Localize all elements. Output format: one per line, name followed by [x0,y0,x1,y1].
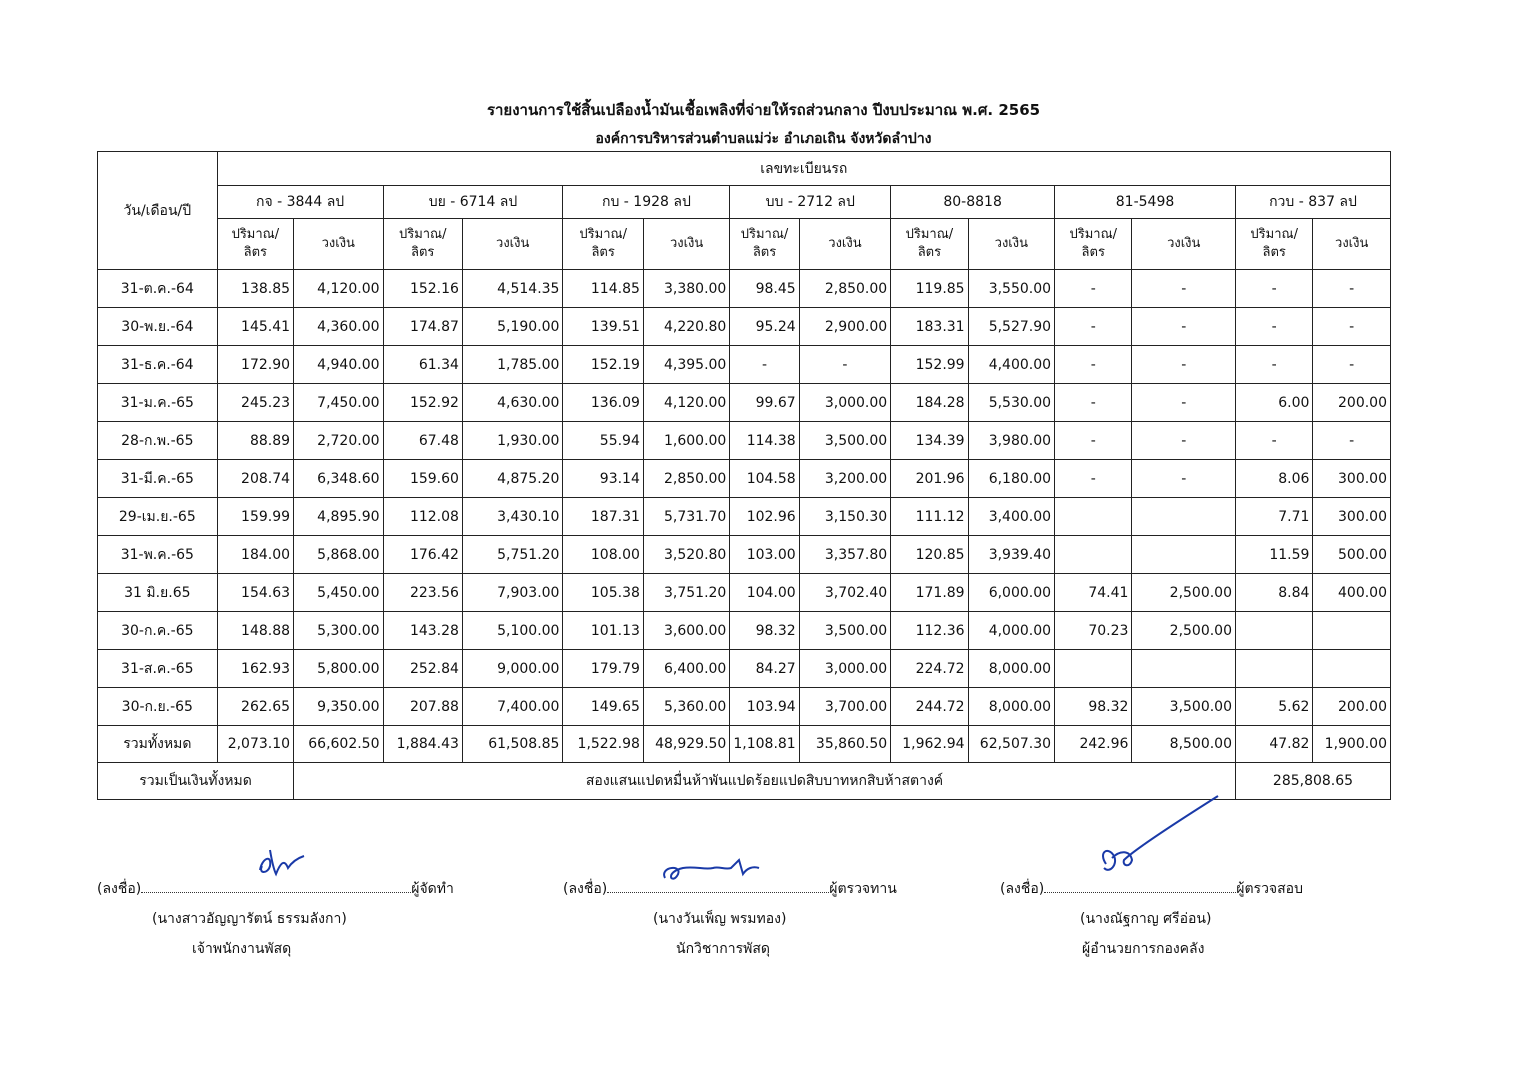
total-amount-cell: 8,500.00 [1132,726,1236,763]
quantity-cell: 6.00 [1236,384,1313,422]
quantity-cell: 152.92 [383,384,462,422]
amount-cell: 3,500.00 [799,612,890,650]
amount-cell: 6,180.00 [968,460,1054,498]
table-row [98,574,1391,612]
table-row [98,688,1391,726]
quantity-cell: 252.84 [383,650,462,688]
total-quantity-cell: 1,522.98 [563,726,643,763]
amount-cell [1132,536,1236,574]
quantity-cell: 223.56 [383,574,462,612]
amount-column-header: วงเงิน [1313,219,1391,270]
quantity-cell: 74.41 [1055,574,1132,612]
amount-cell: 200.00 [1313,384,1391,422]
amount-cell: 3,200.00 [799,460,890,498]
date-column-header: วัน/เดือน/ปี [98,152,218,270]
plate-group-header: เลขทะเบียนรถ [217,152,1390,186]
amount-cell: 3,700.00 [799,688,890,726]
quantity-cell: 98.32 [1055,688,1132,726]
quantity-cell: 84.27 [730,650,799,688]
unit-label: ลิตร [1262,245,1286,260]
amount-cell: 5,300.00 [294,612,383,650]
quantity-column-header [1055,219,1132,270]
row-date: 31 มิ.ย.65 [98,574,218,612]
quantity-cell: 88.89 [217,422,293,460]
quantity-cell: 134.39 [891,422,968,460]
amount-cell: 4,514.35 [462,270,563,308]
amount-cell: 4,120.00 [294,270,383,308]
quantity-column-header [891,219,968,270]
signer-position: เจ้าพนักงานพัสดุ [192,941,292,957]
quantity-column-header [730,219,799,270]
table-row [98,536,1391,574]
quantity-cell: 55.94 [563,422,643,460]
unit-label: ลิตร [411,245,435,260]
amount-cell: 6,348.60 [294,460,383,498]
quantity-cell: 139.51 [563,308,643,346]
quantity-cell: 171.89 [891,574,968,612]
row-date: 31-ต.ค.-64 [98,270,218,308]
amount-cell: 3,430.10 [462,498,563,536]
amount-cell: 3,980.00 [968,422,1054,460]
table-row [98,460,1391,498]
quantity-cell: 112.08 [383,498,462,536]
table-header [98,152,1391,270]
amount-cell: 3,751.20 [643,574,729,612]
amount-cell: 5,100.00 [462,612,563,650]
quantity-cell: 112.36 [891,612,968,650]
row-date: 30-ก.ย.-65 [98,688,218,726]
signature-mark-auditor [1090,790,1230,890]
amount-cell: - [1132,270,1236,308]
quantity-cell: - [1055,384,1132,422]
amount-cell: - [1313,308,1391,346]
amount-cell: 9,000.00 [462,650,563,688]
total-quantity-cell: 1,962.94 [891,726,968,763]
amount-cell [1313,612,1391,650]
table-body [98,270,1391,726]
unit-label: ลิตร [917,245,942,260]
amount-column-header: วงเงิน [462,219,563,270]
row-date: 30-พ.ย.-64 [98,308,218,346]
amount-cell: 300.00 [1313,460,1391,498]
quantity-cell: - [1055,346,1132,384]
signer-position: ผู้อำนวยการกองคลัง [1082,941,1205,957]
total-amount-cell: 1,900.00 [1313,726,1391,763]
vehicle-header: 81-5498 [1055,186,1236,219]
quantity-cell: - [1236,422,1313,460]
amount-cell: 8,000.00 [968,650,1054,688]
amount-cell: 2,720.00 [294,422,383,460]
amount-cell: 2,500.00 [1132,574,1236,612]
total-amount-cell: 35,860.50 [799,726,890,763]
vehicle-header: กจ - 3844 ลป [217,186,383,219]
amount-cell: - [799,346,890,384]
quantity-cell: - [1055,308,1132,346]
quantity-column-header [383,219,462,270]
amount-column-header: วงเงิน [799,219,890,270]
quantity-cell: 174.87 [383,308,462,346]
quantity-cell: 183.31 [891,308,968,346]
unit-label: ลิตร [243,245,268,260]
fuel-report-table [97,151,1391,800]
quantity-cell: 5.62 [1236,688,1313,726]
quantity-cell [1236,650,1313,688]
row-date: 31-ธ.ค.-64 [98,346,218,384]
quantity-cell: 176.42 [383,536,462,574]
quantity-cell: 104.58 [730,460,799,498]
amount-cell: 1,600.00 [643,422,729,460]
amount-cell: 3,600.00 [643,612,729,650]
amount-cell: 3,702.40 [799,574,890,612]
amount-cell: 6,000.00 [968,574,1054,612]
amount-cell: 400.00 [1313,574,1391,612]
amount-cell: 4,360.00 [294,308,383,346]
unit-label: ลิตร [752,245,777,260]
amount-cell: 4,220.80 [643,308,729,346]
amount-cell [1132,650,1236,688]
amount-cell: - [1313,270,1391,308]
quantity-cell: - [1236,346,1313,384]
report-subtitle: องค์การบริหารส่วนตำบลแม่ว่ะ อำเภอเถิน จังหวัดลำปาง [595,131,932,147]
amount-cell: 3,550.00 [968,270,1054,308]
row-date: 31-ส.ค.-65 [98,650,218,688]
vehicle-header: กวบ - 837 ลป [1236,186,1391,219]
quantity-cell: 11.59 [1236,536,1313,574]
total-amount-cell: 48,929.50 [643,726,729,763]
quantity-cell: 159.60 [383,460,462,498]
table-row [98,498,1391,536]
quantity-cell: 201.96 [891,460,968,498]
quantity-cell: 105.38 [563,574,643,612]
row-date: 31-พ.ค.-65 [98,536,218,574]
quantity-cell: 145.41 [217,308,293,346]
total-amount-cell: 62,507.30 [968,726,1054,763]
quantity-cell: 149.65 [563,688,643,726]
table-row [98,308,1391,346]
table-row [98,270,1391,308]
amount-cell: 4,875.20 [462,460,563,498]
quantity-cell: 162.93 [217,650,293,688]
unit-label: ลิตร [1081,245,1105,260]
amount-column-header: วงเงิน [968,219,1054,270]
row-date: 31-ม.ค.-65 [98,384,218,422]
amount-cell: 7,400.00 [462,688,563,726]
quantity-cell: 8.84 [1236,574,1313,612]
amount-cell: 5,530.00 [968,384,1054,422]
table-row [98,422,1391,460]
quantity-label: ปริมาณ/ [905,227,954,242]
quantity-cell: 103.94 [730,688,799,726]
signature-prefix: (ลงชื่อ) [563,881,608,897]
quantity-cell: 104.00 [730,574,799,612]
quantity-cell: 102.96 [730,498,799,536]
quantity-cell: 108.00 [563,536,643,574]
table-row [98,612,1391,650]
row-date: 31-มี.ค.-65 [98,460,218,498]
total-amount-cell: 61,508.85 [462,726,563,763]
quantity-cell: 143.28 [383,612,462,650]
amount-cell [1313,650,1391,688]
quantity-cell: 245.23 [217,384,293,422]
quantity-cell: 136.09 [563,384,643,422]
amount-cell: 2,850.00 [799,270,890,308]
amount-cell: 5,527.90 [968,308,1054,346]
amount-cell: 300.00 [1313,498,1391,536]
signature-role: ผู้ตรวจทาน [829,881,897,897]
amount-cell: - [1132,460,1236,498]
signature-line [141,878,411,893]
amount-cell: 7,903.00 [462,574,563,612]
amount-cell: 5,751.20 [462,536,563,574]
quantity-cell: 67.48 [383,422,462,460]
quantity-cell: 184.28 [891,384,968,422]
amount-cell: 500.00 [1313,536,1391,574]
signature-prefix: (ลงชื่อ) [97,881,142,897]
signature-role: ผู้จัดทำ [411,881,454,897]
quantity-cell: - [730,346,799,384]
amount-column-header: วงเงิน [1132,219,1236,270]
amount-cell: 5,450.00 [294,574,383,612]
quantity-cell: 114.85 [563,270,643,308]
quantity-cell: - [1055,422,1132,460]
signature-line [1044,878,1236,893]
row-date: 30-ก.ค.-65 [98,612,218,650]
amount-cell: 5,868.00 [294,536,383,574]
quantity-cell: 244.72 [891,688,968,726]
amount-cell: 3,000.00 [799,650,890,688]
quantity-cell [1236,612,1313,650]
quantity-cell: 7.71 [1236,498,1313,536]
amount-cell: 4,940.00 [294,346,383,384]
total-quantity-cell: 47.82 [1236,726,1313,763]
quantity-cell: 207.88 [383,688,462,726]
quantity-cell: 95.24 [730,308,799,346]
signer-name: (นางสาวอัญญารัตน์ ธรรมลังกา) [152,911,347,927]
quantity-cell: 148.88 [217,612,293,650]
amount-cell: 1,785.00 [462,346,563,384]
quantity-cell: 187.31 [563,498,643,536]
total-quantity-cell: 242.96 [1055,726,1132,763]
quantity-cell: 262.65 [217,688,293,726]
amount-cell: 5,731.70 [643,498,729,536]
amount-column-header: วงเงิน [643,219,729,270]
row-date: 29-เม.ย.-65 [98,498,218,536]
vehicle-header: บบ - 2712 ลป [730,186,891,219]
quantity-cell: - [1055,270,1132,308]
quantity-cell: 154.63 [217,574,293,612]
signer-name: (นางวันเพ็ญ พรมทอง) [653,911,787,927]
signature-prefix: (ลงชื่อ) [1000,881,1045,897]
quantity-cell: 93.14 [563,460,643,498]
signature-block-auditor [1000,790,1340,970]
quantity-cell: 99.67 [730,384,799,422]
quantity-cell: 98.45 [730,270,799,308]
quantity-cell: 61.34 [383,346,462,384]
amount-cell: 3,400.00 [968,498,1054,536]
quantity-cell: 152.16 [383,270,462,308]
amount-cell: 4,000.00 [968,612,1054,650]
vehicle-header: 80-8818 [891,186,1055,219]
quantity-cell: 159.99 [217,498,293,536]
quantity-label: ปริมาณ/ [1250,227,1298,242]
quantity-cell: 70.23 [1055,612,1132,650]
quantity-column-header [563,219,643,270]
quantity-cell: - [1055,460,1132,498]
quantity-cell: 98.32 [730,612,799,650]
quantity-cell: 184.00 [217,536,293,574]
amount-cell: 7,450.00 [294,384,383,422]
total-quantity-cell: 2,073.10 [217,726,293,763]
amount-cell: - [1313,422,1391,460]
subheader-row [98,219,1391,270]
quantity-cell: - [1236,308,1313,346]
quantity-label: ปริมาณ/ [579,227,627,242]
quantity-cell: 152.99 [891,346,968,384]
amount-cell: 1,930.00 [462,422,563,460]
quantity-cell [1055,650,1132,688]
quantity-label: ปริมาณ/ [398,227,447,242]
vehicle-header-row [98,186,1391,219]
quantity-cell: 8.06 [1236,460,1313,498]
amount-cell: 3,150.30 [799,498,890,536]
amount-cell: - [1132,422,1236,460]
total-row [98,726,1391,763]
amount-cell: 4,120.00 [643,384,729,422]
quantity-column-header [1236,219,1313,270]
amount-cell: 4,395.00 [643,346,729,384]
table-row [98,384,1391,422]
quantity-cell: 114.38 [730,422,799,460]
grand-total-words: สองแสนแปดหมื่นห้าพันแปดร้อยแปดสิบบาทหกสิบห้าสตางค์ [294,763,1236,800]
amount-cell [1132,498,1236,536]
signature-block-preparer [97,840,477,970]
amount-cell: 8,000.00 [968,688,1054,726]
quantity-cell: 101.13 [563,612,643,650]
total-quantity-cell: 1,108.81 [730,726,799,763]
amount-cell: 5,360.00 [643,688,729,726]
quantity-cell: 172.90 [217,346,293,384]
amount-cell: 3,000.00 [799,384,890,422]
amount-cell: - [1132,384,1236,422]
signature-block-reviewer [563,840,943,970]
amount-cell: 200.00 [1313,688,1391,726]
quantity-cell [1055,536,1132,574]
signature-line [607,878,829,893]
grand-total-label: รวมเป็นเงินทั้งหมด [98,763,294,800]
quantity-cell: 208.74 [217,460,293,498]
total-amount-cell: 66,602.50 [294,726,383,763]
quantity-label: ปริมาณ/ [231,227,280,242]
unit-label: ลิตร [591,245,615,260]
quantity-cell: 111.12 [891,498,968,536]
grand-total-amount: 285,808.65 [1236,763,1391,800]
signer-name: (นางณัฐกาญ ศรีอ่อน) [1080,911,1212,927]
amount-cell: 3,357.80 [799,536,890,574]
quantity-label: ปริมาณ/ [740,227,789,242]
amount-cell: 4,630.00 [462,384,563,422]
amount-cell: 9,350.00 [294,688,383,726]
quantity-cell: - [1236,270,1313,308]
amount-cell: 2,500.00 [1132,612,1236,650]
amount-cell: 4,895.90 [294,498,383,536]
table-row [98,346,1391,384]
amount-cell: 3,380.00 [643,270,729,308]
amount-cell: - [1313,346,1391,384]
quantity-cell: 120.85 [891,536,968,574]
quantity-cell: 179.79 [563,650,643,688]
row-date: 28-ก.พ.-65 [98,422,218,460]
quantity-cell: 103.00 [730,536,799,574]
quantity-label: ปริมาณ/ [1069,227,1118,242]
quantity-column-header [217,219,293,270]
report-title: รายงานการใช้สิ้นเปลืองน้ำมันเชื้อเพลิงที่จ่ายให้รถส่วนกลาง ปีงบประมาณ พ.ศ. 2565 [486,101,1041,119]
total-label: รวมทั้งหมด [98,726,218,763]
vehicle-header: บย - 6714 ลป [383,186,563,219]
signature-role: ผู้ตรวจสอบ [1236,881,1303,897]
amount-cell: 3,500.00 [1132,688,1236,726]
amount-cell: 3,520.80 [643,536,729,574]
table-row [98,650,1391,688]
total-quantity-cell: 1,884.43 [383,726,462,763]
amount-cell: 5,190.00 [462,308,563,346]
amount-cell: 4,400.00 [968,346,1054,384]
quantity-cell: 224.72 [891,650,968,688]
vehicle-header: กบ - 1928 ลป [563,186,730,219]
amount-cell: 2,900.00 [799,308,890,346]
quantity-cell: 119.85 [891,270,968,308]
quantity-cell [1055,498,1132,536]
amount-cell: 3,939.40 [968,536,1054,574]
signer-position: นักวิชาการพัสดุ [676,941,770,957]
amount-cell: 3,500.00 [799,422,890,460]
amount-cell: - [1132,308,1236,346]
quantity-cell: 152.19 [563,346,643,384]
amount-cell: - [1132,346,1236,384]
amount-column-header: วงเงิน [294,219,383,270]
amount-cell: 2,850.00 [643,460,729,498]
quantity-cell: 138.85 [217,270,293,308]
amount-cell: 5,800.00 [294,650,383,688]
amount-cell: 6,400.00 [643,650,729,688]
